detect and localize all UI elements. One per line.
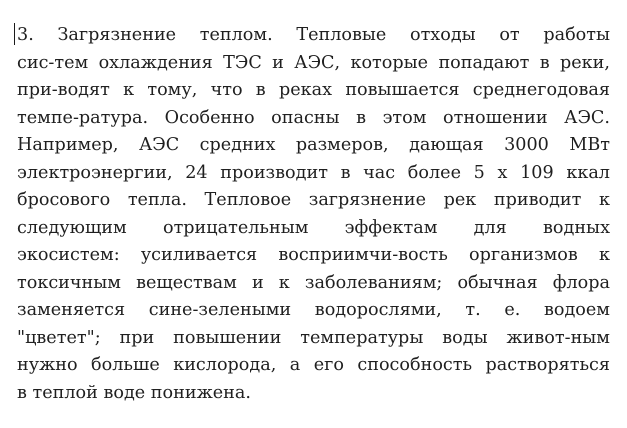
text-line: в теплой воде понижена. — [17, 382, 251, 403]
text-line: темпе-ратура. Особенно опасны в этом отношении АЭС. — [17, 107, 610, 128]
text-line: заменяется сине-зелеными водорослями, т. е. водоем — [17, 300, 610, 320]
text-line: экосистем: усиливается восприимчи-вость организмов к — [17, 245, 610, 265]
text-line: сис-тем охлаждения ТЭС и АЭС, которые попадают в реки, — [17, 52, 610, 73]
text-line: бросового тепла. Тепловое загрязнение рек приводит к — [17, 190, 610, 210]
text-line: электроэнергии, 24 производит в час более 5 x 109 ккал — [17, 162, 610, 183]
text-line: 3. Загрязнение теплом. Тепловые отходы от работы — [17, 25, 610, 45]
text-line: следующим отрицательным эффектам для водных — [17, 217, 610, 238]
text-line: "цветет"; при повышении температуры воды живот-ным — [17, 327, 610, 348]
text-line: при-водят к тому, что в реках повышается среднегодовая — [17, 80, 610, 100]
text-line: Например, АЭС средних размеров, дающая 3000 МВт — [17, 135, 610, 155]
paragraph-thermal-pollution — [17, 22, 610, 407]
text-line: токсичным веществам и к заболеваниям; обычная флора — [17, 272, 610, 293]
text-line: нужно больше кислорода, а его способность растворяться — [17, 355, 610, 375]
text-cursor — [14, 23, 15, 45]
